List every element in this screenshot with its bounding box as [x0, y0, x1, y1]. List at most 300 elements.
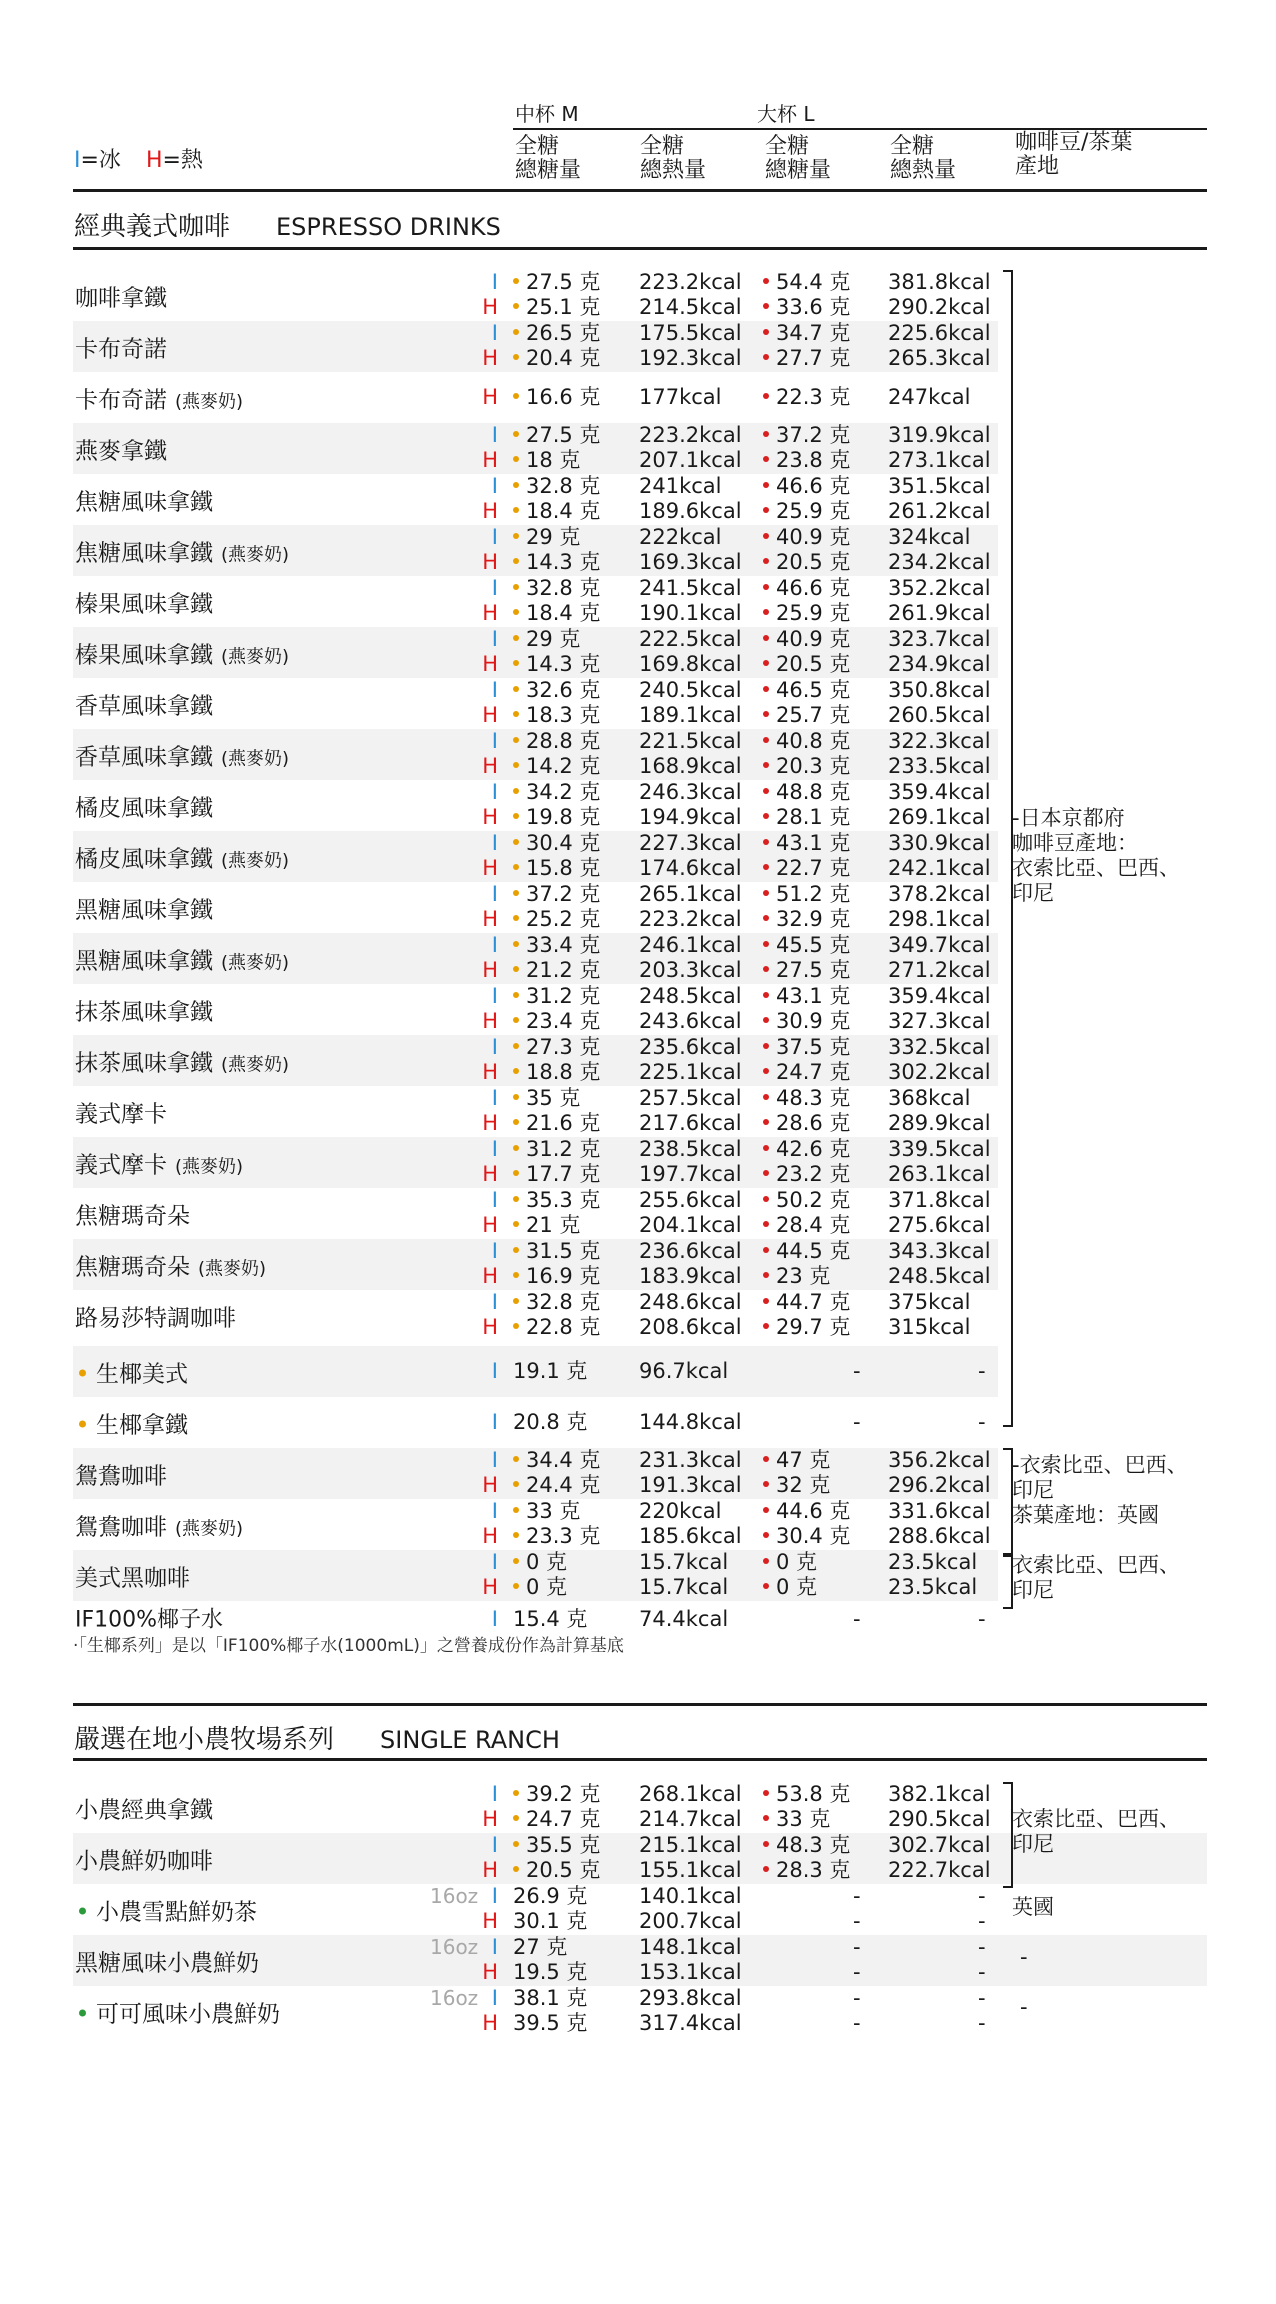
large-sugar-value: 45.5 克 — [776, 933, 851, 957]
large-kcal-cell — [888, 601, 991, 626]
nutrition-line — [73, 1035, 998, 1060]
drink-name-text: 黑糖風味小農鮮奶 — [75, 1950, 259, 1976]
medium-kcal-value: 155.1kcal — [639, 1858, 742, 1882]
nutrition-line — [73, 805, 998, 830]
medium-kcal-value: 225.1kcal — [639, 1060, 742, 1084]
drink-name-text: 黑糖風味拿鐵 — [75, 948, 213, 974]
drink-name-text: 生椰美式 — [96, 1361, 188, 1387]
large-sugar-cell — [763, 1315, 850, 1340]
large-kcal-cell — [888, 321, 991, 346]
medium-sugar-cell — [513, 1448, 600, 1473]
nutrition-line — [73, 525, 998, 550]
medium-sugar-value: 33 克 — [526, 1499, 581, 1523]
medium-sugar-cell — [513, 295, 600, 320]
large-sugar-cell — [763, 474, 850, 499]
medium-kcal-value: 221.5kcal — [639, 729, 742, 753]
medium-kcal-cell — [639, 321, 742, 346]
large-sugar-cell — [763, 321, 850, 346]
medium-kcal-cell — [639, 1264, 742, 1289]
ice-mark: I — [491, 933, 498, 957]
large-sugar-cell — [763, 1060, 850, 1085]
medium-kcal-cell — [639, 627, 742, 652]
large-dot-icon — [763, 788, 769, 794]
large-kcal-value: 261.9kcal — [888, 601, 991, 625]
large-kcal-value: 302.2kcal — [888, 1060, 991, 1084]
medium-dot-icon — [513, 1866, 519, 1872]
large-dot-icon — [763, 278, 769, 284]
large-kcal-value: - — [978, 2011, 986, 2035]
medium-kcal-value: 200.7kcal — [639, 1909, 742, 1933]
medium-sugar-value: 15.8 克 — [526, 856, 601, 880]
medium-kcal-cell — [639, 856, 742, 881]
nutrition-line — [73, 1550, 998, 1575]
milk-variant-label: (燕麥奶) — [221, 748, 290, 769]
large-sugar-value: - — [853, 1607, 861, 1631]
large-dot-icon — [763, 660, 769, 666]
nutrition-line — [73, 295, 998, 320]
ice-mark: I — [491, 1188, 498, 1212]
large-kcal-cell — [888, 1188, 991, 1213]
medium-kcal-cell — [639, 525, 722, 550]
large-sugar-cell — [853, 2011, 861, 2036]
large-sugar-cell — [763, 652, 850, 677]
large-dot-icon — [763, 1247, 769, 1253]
medium-kcal-value: 248.6kcal — [639, 1290, 742, 1314]
medium-dot-icon — [513, 1481, 519, 1487]
medium-dot-icon — [513, 533, 519, 539]
drink-name-text: 香草風味拿鐵 — [75, 744, 213, 770]
medium-dot-icon — [513, 737, 519, 743]
large-kcal-value: - — [978, 1935, 986, 1959]
table-row — [73, 678, 998, 729]
medium-kcal-header: 全糖 總熱量 — [640, 134, 707, 183]
large-sugar-value: 20.5 克 — [776, 652, 851, 676]
large-sugar-cell — [763, 1550, 817, 1575]
large-kcal-cell — [888, 1782, 991, 1807]
large-kcal-value: 225.6kcal — [888, 321, 991, 345]
medium-dot-icon — [513, 1323, 519, 1329]
large-sugar-value: 27.5 克 — [776, 958, 851, 982]
medium-dot-icon — [513, 1815, 519, 1821]
large-dot-icon — [763, 941, 769, 947]
large-sugar-cell — [763, 1188, 850, 1213]
medium-sugar-value: 16.9 克 — [526, 1264, 601, 1288]
large-kcal-value: 298.1kcal — [888, 907, 991, 931]
medium-sugar-cell — [513, 1162, 600, 1187]
large-kcal-cell — [888, 1448, 991, 1473]
medium-sugar-cell — [513, 1086, 580, 1111]
large-sugar-value: 40.9 克 — [776, 525, 851, 549]
ice-mark: I — [491, 882, 498, 906]
table-row — [73, 474, 998, 525]
large-kcal-value: 349.7kcal — [888, 933, 991, 957]
large-sugar-cell — [763, 678, 850, 703]
nutrition-line — [73, 1858, 998, 1883]
large-dot-icon — [763, 1481, 769, 1487]
large-sugar-value: 44.5 克 — [776, 1239, 851, 1263]
medium-kcal-cell — [639, 882, 742, 907]
large-kcal-value: 261.2kcal — [888, 499, 991, 523]
large-kcal-value: 359.4kcal — [888, 984, 991, 1008]
large-kcal-cell — [888, 1524, 991, 1549]
medium-sugar-cell — [513, 729, 600, 754]
large-size-header: 大杯 L — [757, 102, 815, 126]
ice-mark: I — [491, 1499, 498, 1523]
ranch-origin-text-3: - — [1020, 1945, 1028, 1969]
table-row — [73, 1397, 998, 1448]
medium-kcal-value: 189.1kcal — [639, 703, 742, 727]
drink-name-text: 抹茶風味拿鐵 — [75, 1050, 213, 1076]
large-kcal-value: 302.7kcal — [888, 1833, 991, 1857]
nutrition-line — [73, 703, 998, 728]
large-sugar-value: 54.4 克 — [776, 270, 851, 294]
medium-kcal-value: 15.7kcal — [639, 1550, 729, 1574]
large-kcal-cell — [888, 1060, 991, 1085]
medium-kcal-cell — [639, 984, 742, 1009]
medium-kcal-value: 235.6kcal — [639, 1035, 742, 1059]
large-sugar-value: 34.7 克 — [776, 321, 851, 345]
medium-kcal-cell — [639, 1782, 742, 1807]
table-row — [73, 933, 998, 984]
nutrition-line — [73, 1086, 998, 1111]
large-kcal-cell — [888, 346, 991, 371]
large-sugar-value: - — [853, 1359, 861, 1383]
large-kcal-cell — [888, 474, 991, 499]
large-kcal-cell — [888, 295, 991, 320]
large-kcal-cell — [978, 1410, 986, 1435]
origin-text-3: 衣索比亞、巴西、 印尼 — [1012, 1553, 1180, 1602]
medium-sugar-value: 21.2 克 — [526, 958, 601, 982]
medium-sugar-value: 25.2 克 — [526, 907, 601, 931]
medium-dot-icon — [513, 456, 519, 462]
large-kcal-cell — [888, 448, 991, 473]
drink-name-text: 香草風味拿鐵 — [75, 693, 213, 719]
medium-sugar-cell — [513, 1213, 580, 1238]
medium-kcal-value: 215.1kcal — [639, 1833, 742, 1857]
large-kcal-value: 242.1kcal — [888, 856, 991, 880]
nutrition-line — [73, 1782, 998, 1807]
ice-mark: I — [491, 1239, 498, 1263]
table-row — [73, 1188, 998, 1239]
large-kcal-cell — [978, 1935, 986, 1960]
large-sugar-value: 47 克 — [776, 1448, 831, 1472]
medium-dot-icon — [513, 1841, 519, 1847]
large-kcal-value: 289.9kcal — [888, 1111, 991, 1135]
medium-sugar-value: 27.5 克 — [526, 270, 601, 294]
milk-variant-label: (燕麥奶) — [175, 1156, 244, 1177]
nutrition-line — [73, 754, 998, 779]
medium-dot-icon — [513, 1068, 519, 1074]
large-kcal-value: - — [978, 1960, 986, 1984]
medium-kcal-cell — [639, 385, 722, 410]
medium-sugar-cell — [513, 780, 600, 805]
large-kcal-value: 269.1kcal — [888, 805, 991, 829]
medium-kcal-cell — [639, 831, 742, 856]
table-row — [73, 372, 998, 423]
medium-kcal-cell — [639, 576, 742, 601]
large-kcal-cell — [978, 1359, 986, 1384]
large-dot-icon — [763, 1170, 769, 1176]
large-kcal-cell — [888, 984, 991, 1009]
hot-mark: H — [482, 1213, 498, 1237]
large-kcal-cell — [888, 907, 991, 932]
hot-mark: H — [482, 1807, 498, 1831]
large-sugar-cell — [763, 1782, 850, 1807]
large-kcal-cell — [888, 1035, 991, 1060]
medium-sugar-value: 19.8 克 — [526, 805, 601, 829]
medium-kcal-value: 168.9kcal — [639, 754, 742, 778]
large-sugar-value: 30.4 克 — [776, 1524, 851, 1548]
medium-sugar-cell — [513, 933, 600, 958]
medium-kcal-cell — [639, 780, 742, 805]
large-sugar-cell — [853, 1410, 861, 1435]
large-kcal-cell — [888, 385, 971, 410]
medium-sugar-value: 20.8 克 — [513, 1410, 588, 1434]
medium-kcal-cell — [639, 1986, 742, 2011]
nutrition-line — [73, 1137, 998, 1162]
large-dot-icon — [763, 584, 769, 590]
medium-dot-icon — [513, 1170, 519, 1176]
nutrition-line — [73, 1162, 998, 1187]
large-kcal-value: 319.9kcal — [888, 423, 991, 447]
medium-sugar-cell — [513, 1960, 587, 1985]
medium-sugar-value: 30.4 克 — [526, 831, 601, 855]
large-kcal-value: - — [978, 1909, 986, 1933]
medium-sugar-cell — [513, 1473, 600, 1498]
medium-kcal-value: 203.3kcal — [639, 958, 742, 982]
medium-sugar-value: 39.5 克 — [513, 2011, 588, 2035]
medium-sugar-value: 16.6 克 — [526, 385, 601, 409]
large-sugar-value: 44.7 克 — [776, 1290, 851, 1314]
medium-dot-icon — [513, 329, 519, 335]
nutrition-line — [73, 958, 998, 983]
large-dot-icon — [763, 1583, 769, 1589]
large-sugar-cell — [853, 1884, 861, 1909]
medium-sugar-cell — [513, 1359, 587, 1384]
medium-sugar-value: 0 克 — [526, 1550, 568, 1574]
drink-name-text: 小農經典拿鐵 — [75, 1797, 213, 1823]
medium-sugar-value: 17.7 克 — [526, 1162, 601, 1186]
large-sugar-cell — [763, 1858, 850, 1883]
large-sugar-cell — [763, 550, 850, 575]
nutrition-line — [73, 1607, 998, 1632]
large-sugar-value: - — [853, 1410, 861, 1434]
ranch-origin-text-1: 衣索比亞、巴西、 印尼 — [1012, 1807, 1180, 1856]
ice-mark: I — [491, 1782, 498, 1806]
large-sugar-cell — [763, 1162, 850, 1187]
hot-mark: H — [482, 856, 498, 880]
nutrition-line — [73, 2011, 998, 2036]
large-kcal-cell — [888, 856, 991, 881]
size-oz-label: 16oz — [430, 1986, 479, 2010]
drink-name-text: 燕麥拿鐵 — [75, 438, 167, 464]
large-kcal-cell — [888, 678, 991, 703]
medium-dot-icon — [513, 507, 519, 513]
large-kcal-value: 271.2kcal — [888, 958, 991, 982]
table-row — [73, 882, 998, 933]
table-row — [73, 1499, 998, 1550]
large-sugar-value: 27.7 克 — [776, 346, 851, 370]
medium-kcal-value: 248.5kcal — [639, 984, 742, 1008]
hot-mark: H — [482, 385, 498, 409]
large-kcal-cell — [978, 2011, 986, 2036]
medium-kcal-value: 222kcal — [639, 525, 722, 549]
nutrition-line — [73, 1239, 998, 1264]
medium-sugar-cell — [513, 346, 600, 371]
large-sugar-value: 28.6 克 — [776, 1111, 851, 1135]
medium-kcal-value: 214.5kcal — [639, 295, 742, 319]
medium-sugar-cell — [513, 754, 600, 779]
large-sugar-cell — [763, 1833, 850, 1858]
hot-mark: H — [482, 1909, 498, 1933]
medium-kcal-value: 96.7kcal — [639, 1359, 729, 1383]
medium-kcal-value: 169.8kcal — [639, 652, 742, 676]
large-sugar-value: 0 克 — [776, 1550, 818, 1574]
large-kcal-cell — [888, 754, 991, 779]
ranch-title-en: SINGLE RANCH — [380, 1726, 560, 1754]
nutrition-line — [73, 907, 998, 932]
nutrition-line — [73, 1213, 998, 1238]
medium-kcal-cell — [639, 754, 742, 779]
drink-name-text: 鴛鴦咖啡 — [75, 1514, 167, 1540]
medium-kcal-cell — [639, 1935, 742, 1960]
milk-variant-label: (燕麥奶) — [175, 1518, 244, 1539]
large-kcal-value: 263.1kcal — [888, 1162, 991, 1186]
drink-name-text: 焦糖風味拿鐵 — [75, 489, 213, 515]
medium-kcal-cell — [639, 1909, 742, 1934]
large-dot-icon — [763, 533, 769, 539]
medium-dot-icon — [513, 813, 519, 819]
large-kcal-value: 248.5kcal — [888, 1264, 991, 1288]
medium-kcal-cell — [639, 1009, 742, 1034]
hot-mark: H — [482, 550, 498, 574]
medium-dot-icon — [513, 609, 519, 615]
hot-mark: H — [482, 1315, 498, 1339]
large-sugar-value: - — [853, 1935, 861, 1959]
large-dot-icon — [763, 1841, 769, 1847]
large-kcal-cell — [888, 703, 991, 728]
medium-sugar-value: 19.1 克 — [513, 1359, 588, 1383]
medium-sugar-value: 27 克 — [513, 1935, 568, 1959]
large-sugar-cell — [853, 1986, 861, 2011]
drink-name-text: 榛果風味拿鐵 — [75, 591, 213, 617]
medium-dot-icon — [513, 1298, 519, 1304]
large-kcal-cell — [888, 1575, 977, 1600]
nutrition-line — [73, 678, 998, 703]
large-sugar-cell — [763, 601, 850, 626]
large-sugar-cell — [763, 1524, 850, 1549]
medium-kcal-cell — [639, 1086, 742, 1111]
large-dot-icon — [763, 1196, 769, 1202]
medium-kcal-value: 191.3kcal — [639, 1473, 742, 1497]
espresso-title-en: ESPRESSO DRINKS — [276, 213, 501, 241]
medium-sugar-value: 24.4 克 — [526, 1473, 601, 1497]
nutrition-line — [73, 1111, 998, 1136]
large-sugar-cell — [763, 754, 850, 779]
nutrition-line — [73, 423, 998, 448]
medium-dot-icon — [513, 966, 519, 972]
table-row — [73, 423, 998, 474]
medium-dot-icon — [513, 1094, 519, 1100]
ice-mark: I — [491, 1986, 498, 2010]
large-dot-icon — [763, 890, 769, 896]
medium-dot-icon — [513, 788, 519, 794]
large-kcal-value: 382.1kcal — [888, 1782, 991, 1806]
medium-sugar-cell — [513, 1035, 600, 1060]
large-kcal-cell — [888, 1264, 991, 1289]
medium-kcal-cell — [639, 270, 742, 295]
hot-mark: H — [482, 1524, 498, 1548]
nutrition-line — [73, 729, 998, 754]
milk-variant-label: (燕麥奶) — [221, 544, 290, 565]
large-dot-icon — [763, 1323, 769, 1329]
large-kcal-value: 381.8kcal — [888, 270, 991, 294]
medium-kcal-value: 265.1kcal — [639, 882, 742, 906]
large-sugar-cell — [763, 499, 850, 524]
large-sugar-value: 20.5 克 — [776, 550, 851, 574]
large-kcal-cell — [888, 1086, 971, 1111]
medium-sugar-cell — [513, 1550, 567, 1575]
medium-sugar-cell — [513, 1499, 580, 1524]
large-kcal-value: 290.2kcal — [888, 295, 991, 319]
medium-kcal-cell — [639, 1060, 742, 1085]
large-sugar-cell — [763, 270, 850, 295]
medium-kcal-value: 317.4kcal — [639, 2011, 742, 2035]
origin-text-1: -日本京都府 咖啡豆產地： 衣索比亞、巴西、 印尼 — [1012, 806, 1180, 905]
large-kcal-cell — [888, 550, 991, 575]
large-kcal-cell — [888, 1137, 991, 1162]
nutrition-line — [73, 1290, 998, 1315]
ice-mark: I — [491, 1359, 498, 1383]
medium-sugar-cell — [513, 652, 600, 677]
hot-mark: H — [482, 1162, 498, 1186]
nutrition-line — [73, 882, 998, 907]
drink-name-text: 焦糖瑪奇朵 — [75, 1254, 190, 1280]
large-kcal-value: 351.5kcal — [888, 474, 991, 498]
large-sugar-value: 30.9 克 — [776, 1009, 851, 1033]
medium-sugar-value: 32.8 克 — [526, 576, 601, 600]
medium-sugar-cell — [513, 270, 600, 295]
large-sugar-value: 0 克 — [776, 1575, 818, 1599]
large-kcal-cell — [888, 1213, 991, 1238]
large-sugar-value: 37.5 克 — [776, 1035, 851, 1059]
large-kcal-cell — [888, 1111, 991, 1136]
medium-dot-icon — [513, 1196, 519, 1202]
drink-name-text: 生椰拿鐵 — [96, 1412, 188, 1438]
medium-kcal-cell — [639, 1359, 728, 1384]
large-kcal-value: 222.7kcal — [888, 1858, 991, 1882]
medium-sugar-cell — [513, 525, 580, 550]
medium-kcal-cell — [639, 1833, 742, 1858]
large-sugar-value: 40.8 克 — [776, 729, 851, 753]
table-row — [73, 729, 998, 780]
ice-mark: I — [491, 831, 498, 855]
table-row — [73, 780, 998, 831]
ice-mark: I — [491, 780, 498, 804]
medium-kcal-cell — [639, 1239, 742, 1264]
large-kcal-cell — [888, 1290, 971, 1315]
medium-sugar-cell — [513, 856, 600, 881]
medium-dot-icon — [513, 915, 519, 921]
medium-sugar-cell — [513, 1239, 600, 1264]
large-sugar-value: 25.7 克 — [776, 703, 851, 727]
medium-dot-icon — [513, 864, 519, 870]
large-kcal-value: 288.6kcal — [888, 1524, 991, 1548]
drink-name-text: 小農雪點鮮奶茶 — [96, 1899, 257, 1925]
medium-kcal-value: 140.1kcal — [639, 1884, 742, 1908]
large-kcal-value: 234.2kcal — [888, 550, 991, 574]
medium-sugar-value: 26.5 克 — [526, 321, 601, 345]
